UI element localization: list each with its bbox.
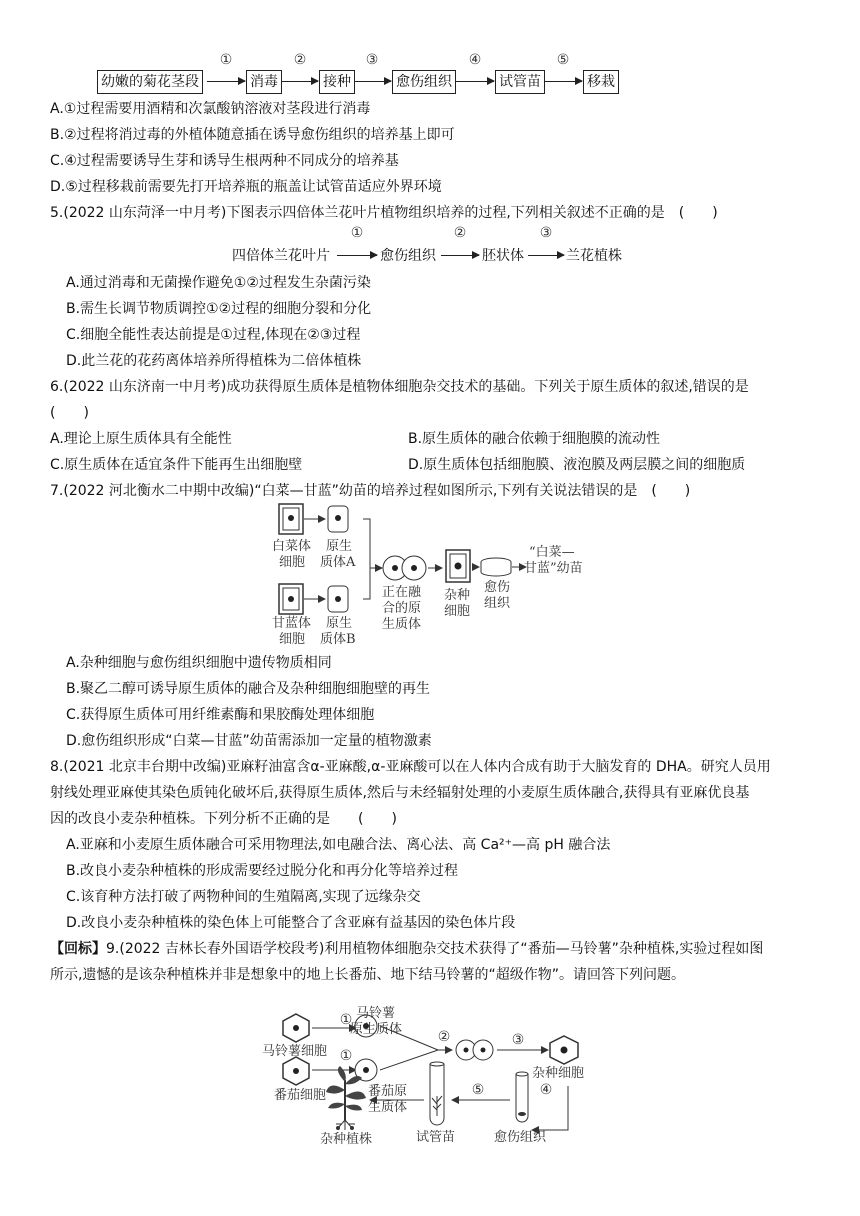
q4-option-d: D.⑤过程移栽前需要先打开培养瓶的瓶盖让试管苗适应外界环境 [50, 179, 442, 195]
q6-stem: 6.(2022 山东济南一中月考)成功获得原生质体是植物体细胞杂交技术的基础。下列关于原生质体的叙述,错误的是 [50, 379, 749, 395]
label-seedling-1: “白菜— [529, 545, 575, 560]
q6-option-b: B.原生质体的融合依赖于细胞膜的流动性 [408, 431, 661, 447]
q8-option-d: D.改良小麦杂种植株的染色体上可能整合了含亚麻有益基因的染色体片段 [66, 915, 516, 931]
label-baicai-cell-1: 白菜体 [272, 539, 312, 554]
label-tomato-protoplast-1: 番茄原 [368, 1084, 408, 1099]
label-protoplast-b-1: 原生 [326, 616, 353, 631]
label-callus: 愈伤组织 [494, 1130, 547, 1145]
label-fusing-1: 正在融 [382, 585, 422, 600]
label-ganlan-cell-1: 甘蓝体 [272, 616, 312, 631]
q8-option-a: A.亚麻和小麦原生质体融合可采用物理法,如电融合法、离心法、高 Ca²⁺—高 pH 融合法 [66, 837, 611, 853]
flow1-node-callus: 愈伤组织 [392, 70, 456, 94]
q8-stem-line-2: 射线处理亚麻使其染色质钝化破坏后,获得原生质体,然后与未经辐射处理的小麦原生质体融合,获得具有亚麻优良基 [50, 785, 750, 801]
flow1-step-3: ③ [365, 52, 379, 68]
label-hybrid-cell: 杂种细胞 [532, 1066, 585, 1081]
q7-option-c: C.获得原生质体可用纤维素酶和果胶酶处理体细胞 [66, 707, 375, 723]
q8-stem-line-3: 因的改良小麦杂种植株。下列分析不正确的是 ( ) [50, 811, 397, 827]
q6-option-c: C.原生质体在适宜条件下能再生出细胞壁 [50, 457, 303, 473]
flow1-node-stem: 幼嫩的菊花茎段 [97, 70, 203, 94]
q9-step-5: ⑤ [471, 1082, 485, 1098]
flow1-node-inoculate: 接种 [319, 70, 355, 94]
label-potato-protoplast-1: 马铃薯 [356, 1006, 396, 1021]
flow1-step-5: ⑤ [556, 52, 570, 68]
flow2-node-embryoid: 胚状体 [482, 248, 524, 264]
q7-stem: 7.(2022 河北衡水二中期中改编)“白菜—甘蓝”幼苗的培养过程如图所示,下列有关说法错误的是 ( ) [50, 483, 691, 499]
label-protoplast-b-2: 质体B [320, 632, 356, 647]
label-callus-1: 愈伤 [484, 580, 511, 595]
q9-step-1-bottom: ① [339, 1048, 353, 1064]
q8-stem-line-1: 8.(2021 北京丰台期中改编)亚麻籽油富含α-亚麻酸,α-亚麻酸可以在人体内合成有助于大脑发育的 DHA。研究人员用 [50, 759, 771, 775]
label-fusing-2: 合的原 [382, 601, 422, 616]
label-hybrid-2: 细胞 [444, 604, 471, 619]
label-protoplast-a-2: 质体A [320, 555, 356, 570]
q8-option-b: B.改良小麦杂种植株的形成需要经过脱分化和再分化等培养过程 [66, 863, 459, 879]
q9-stem-text: 9.(2022 吉林长春外国语学校段考)利用植物体细胞杂交技术获得了“番茄—马铃薯”杂种植株,实验过程如图 [106, 941, 764, 957]
q7-option-a: A.杂种细胞与愈伤组织细胞中遗传物质相同 [66, 655, 332, 671]
q5-option-d: D.此兰花的花药离体培养所得植株为二倍体植株 [66, 353, 362, 369]
label-seedling-2: 甘蓝”幼苗 [524, 561, 583, 576]
flow2-node-callus: 愈伤组织 [380, 248, 436, 264]
label-baicai-cell-2: 细胞 [279, 555, 306, 570]
fusing-protoplast-icon [456, 1040, 493, 1060]
q9-step-4: ④ [539, 1082, 553, 1098]
label-potato-protoplast-2: 原生质体 [350, 1022, 403, 1037]
label-potato-cell: 马铃薯细胞 [262, 1044, 328, 1059]
label-tomato-cell: 番茄细胞 [274, 1088, 327, 1103]
flow2-node-plant: 兰花植株 [566, 248, 622, 264]
label-plantlet: 试管苗 [416, 1130, 456, 1145]
flow1-node-disinfect: 消毒 [246, 70, 282, 94]
q4-option-a: A.①过程需要用酒精和次氯酸钠溶液对茎段进行消毒 [50, 101, 371, 117]
flow1-step-2: ② [293, 52, 307, 68]
flow1-node-plantlet: 试管苗 [495, 70, 545, 94]
tomato-cell-icon [283, 1057, 309, 1085]
flow1-node-transplant: 移栽 [583, 70, 619, 94]
label-protoplast-a-1: 原生 [326, 539, 353, 554]
q5-stem: 5.(2022 山东菏泽一中月考)下图表示四倍体兰花叶片植物组织培养的过程,下列相关叙述不正确的是 ( ) [50, 205, 718, 221]
q5-option-c: C.细胞全能性表达前提是①过程,体现在②③过程 [66, 327, 361, 343]
q6-stem-bracket: ( ) [50, 405, 89, 421]
flow2-step-3: ③ [539, 225, 553, 241]
q5-option-b: B.需生长调节物质调控①②过程的细胞分裂和分化 [66, 301, 372, 317]
label-hybrid-1: 杂种 [444, 588, 471, 603]
label-callus-2: 组织 [484, 596, 511, 611]
potato-cell-icon [283, 1014, 309, 1042]
q9-stem-line-2: 所示,遗憾的是该杂种植株并非是想象中的地上长番茄、地下结马铃薯的“超级作物”。请回答下列问题。 [50, 967, 685, 983]
q6-option-a: A.理论上原生质体具有全能性 [50, 431, 232, 447]
label-tomato-protoplast-2: 生质体 [368, 1100, 408, 1115]
q4-option-c: C.④过程需要诱导生芽和诱导生根两种不同成分的培养基 [50, 153, 399, 169]
callus-tube-icon [516, 1072, 528, 1122]
label-hybrid-plant: 杂种植株 [320, 1132, 373, 1147]
q7-option-b: B.聚乙二醇可诱导原生质体的融合及杂种细胞细胞壁的再生 [66, 681, 431, 697]
flow2-step-2: ② [453, 225, 467, 241]
q9-step-3: ③ [511, 1032, 525, 1048]
flow2-step-1: ① [350, 225, 364, 241]
hybrid-cell-icon [550, 1036, 578, 1064]
label-fusing-3: 生质体 [382, 617, 422, 632]
q9-tag: 【回标】 [50, 941, 106, 957]
q5-option-a: A.通过消毒和无菌操作避免①②过程发生杂菌污染 [66, 275, 371, 291]
plantlet-tube-icon [430, 1062, 444, 1125]
q8-option-c: C.该育种方法打破了两物种间的生殖隔离,实现了远缘杂交 [66, 889, 421, 905]
q9-step-2: ② [437, 1029, 451, 1045]
q7-option-d: D.愈伤组织形成“白菜—甘蓝”幼苗需添加一定量的植物激素 [66, 733, 432, 749]
label-ganlan-cell-2: 细胞 [279, 632, 306, 647]
flow1-step-4: ④ [468, 52, 482, 68]
flow2-node-leaf: 四倍体兰花叶片 [232, 248, 330, 264]
q6-option-d: D.原生质体包括细胞膜、液泡膜及两层膜之间的细胞质 [408, 457, 746, 473]
flow1-step-1: ① [219, 52, 233, 68]
q9-step-1-top: ① [339, 1012, 353, 1028]
q4-option-b: B.②过程将消过毒的外植体随意插在诱导愈伤组织的培养基上即可 [50, 127, 455, 143]
